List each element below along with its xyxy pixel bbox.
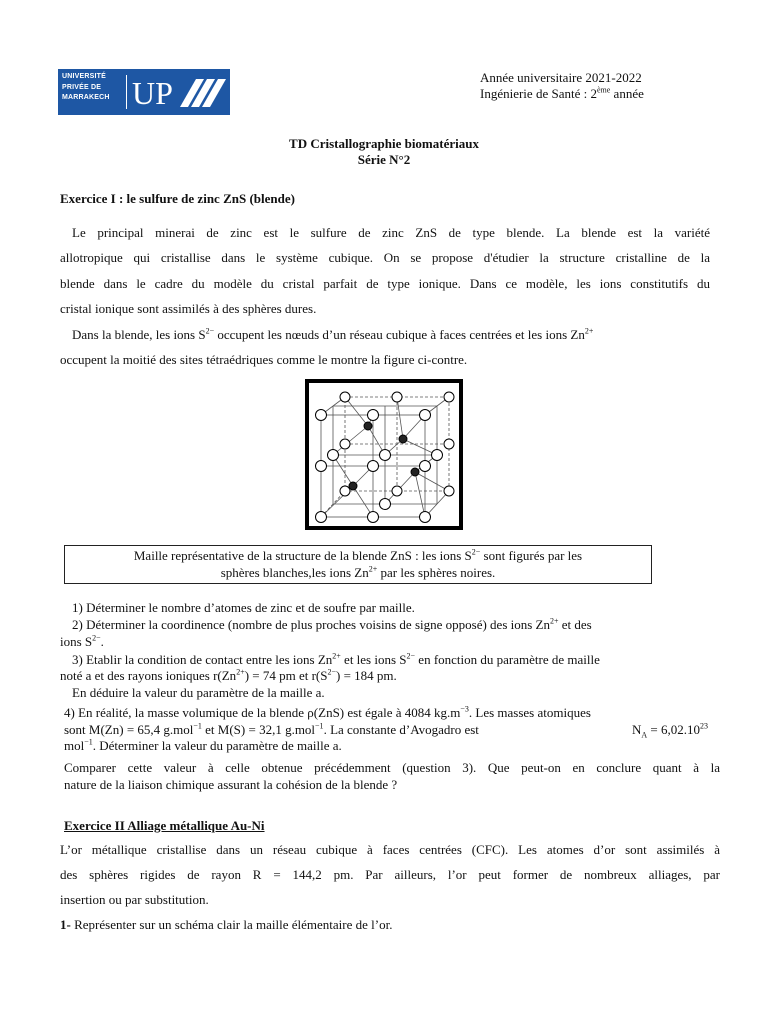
page-subtitle: Série N°2 (357, 152, 411, 167)
ex1-paragraph2-line2: occupent la moitié des sites tétraédriques comme le montre la figure ci-contre. (60, 352, 468, 367)
ex2-paragraph-line: des sphères rigides de rayon R = 144,2 pm. Par ailleurs, l’or peut former de nombreux alliages, par (60, 867, 720, 882)
up-mark-icon (132, 75, 228, 109)
logo-text (62, 72, 110, 104)
exercise-1-heading: Exercice I : le sulfure de zinc ZnS (blende) (60, 191, 295, 206)
question-3-cont: noté a et des rayons ioniques $r(Zn^{2+}) = 74$ pm et $r(S^{2-}) = 184$ pm. (60, 667, 397, 683)
ex2-question-1: 1- Représenter sur un schéma clair la maille élémentaire de l’or. (60, 917, 393, 932)
caption-line-1: Maille représentative de la structure de la blende ZnS : les ions $S^{2-}$ sont figurés par les (133, 547, 583, 563)
ex2-paragraph-line: L’or métallique cristallise dans un réseau cubique à faces centrées (CFC). Les atomes d’or sont assimilés à (60, 842, 720, 857)
question-4-cont: sont M(Zn) = 65,4 g.mol$^{-1}$ et M(S) = 32,1 g.mol$^{-1}$. La constante d’Avogadro est (64, 721, 479, 737)
ex1-paragraph-line: Le principal minerai de zinc est le sulfure de zinc ZnS de type blende. La blende est la variété (72, 225, 710, 240)
question-2-cont: ions $S^{2-}$. (60, 633, 104, 649)
logo-line-2: PRIVÉE DE (62, 83, 102, 91)
page-title: TD Cristallographie biomatériaux (289, 136, 479, 151)
question-4: 4) En réalité, la masse volumique de la blende ρ(ZnS) est égale à 4084 $kg.m^{-3}$. Les masses atomiques (64, 704, 591, 720)
question-5-line: Comparer cette valeur à celle obtenue précédemment (question 3). Que peut-on en conclure quant à la (64, 760, 720, 775)
university-logo (58, 69, 230, 115)
question-5-line: nature de la liaison chimique assurant la cohésion de la blende ? (64, 777, 398, 792)
ex1-paragraph2-line1: Dans la blende, les ions $S^{2-}$ occupent les nœuds d’un réseau cubique à faces centrées et les ions $Zn^{2+}$ (72, 326, 594, 342)
logo-line-3: MARRAKECH (62, 94, 110, 101)
figure-caption-box (64, 545, 652, 584)
question-4-end: mol$^{-1}$. Déterminer la valeur du paramètre de maille a. (64, 737, 342, 753)
logo-separator (126, 75, 127, 109)
ex1-paragraph-line: allotropique qui cristallise dans le système cubique. On se propose d'étudier la structure cristalline de la (60, 250, 710, 265)
avogadro-value: $N_A = 6,02.10^{23}$ (632, 721, 709, 740)
question-3-deduce: En déduire la valeur du paramètre de la maille a. (72, 685, 325, 700)
caption-line-2: sphères blanches,les ions $Zn^{2+}$ par les sphères noires. (220, 564, 496, 580)
ex1-paragraph-line: cristal ionique sont assimilés à des sphères dures. (60, 301, 317, 316)
logo-line-1: UNIVERSITÉ (62, 73, 107, 80)
exercise-2-heading: Exercice II Alliage métallique Au-Ni (64, 818, 265, 833)
question-3: 3) Etablir la condition de contact entre les ions $Zn^{2+}$ et les ions $S^{2-}$ en fonction du paramètre de maille (72, 651, 600, 667)
question-1: 1) Déterminer le nombre d’atomes de zinc et de soufre par maille. (72, 600, 415, 615)
zns-unit-cell-figure (305, 379, 463, 530)
ex1-paragraph-line: blende dans le cadre du modèle du cristal parfait de type ionique. Dans ce modèle, les ions constitutifs du (60, 276, 710, 291)
question-2: 2) Déterminer la coordinence (nombre de plus proches voisins de signe opposé) des ions $Zn^{2+}$ et des (72, 616, 592, 632)
ex2-paragraph-line: insertion ou par substitution. (60, 892, 209, 907)
svg-text:UP: UP (132, 75, 173, 109)
academic-year: Année universitaire 2021-2022 (480, 70, 642, 85)
program-label: Ingénierie de Santé : 2ème année (480, 85, 644, 101)
